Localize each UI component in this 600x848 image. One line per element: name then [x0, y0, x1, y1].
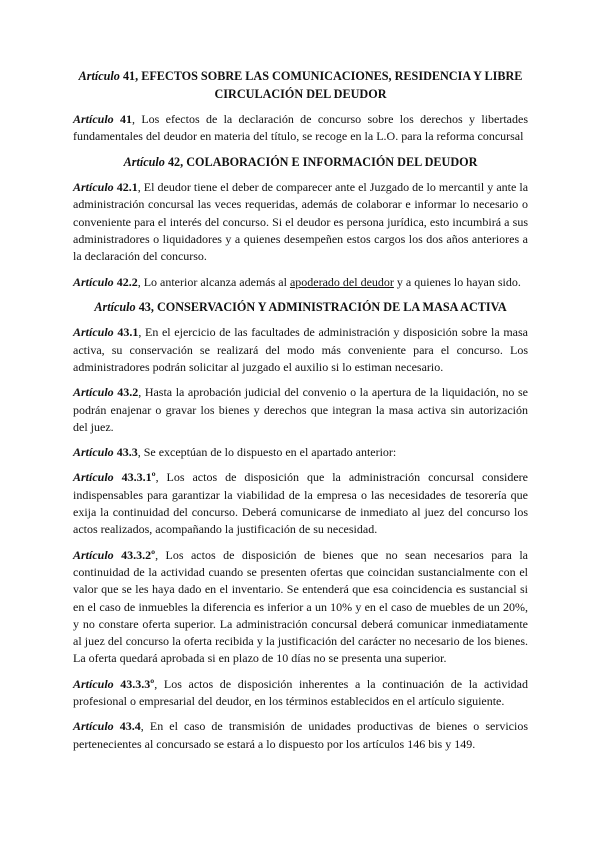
paragraph-articulo-42-2: Artículo 42.2, Lo anterior alcanza además al apoderado del deudor y a quienes lo hayan sido.	[73, 274, 521, 289]
paragraph-articulo-42-1: Artículo 42.1, El deudor tiene el deber de comparecer ante el Juzgado de lo mercantil y ante la administración concursal las veces requeridas, además de colaborar e informar lo necesario o conveniente para el interés del concurso. Si el deudor es persona jurídica, esto incumbirá a sus administradores o liquidadores y a quienes desempeñen estos cargos los dos años anteriores a la declaración del concurso.	[73, 180, 529, 264]
paragraph-articulo-43-3: Artículo 43.3, Se exceptúan de lo dispuesto en el apartado anterior:	[73, 445, 397, 460]
paragraph-articulo-43-2: Artículo 43.2, Hasta la aprobación judicial del convenio o la apertura de la liquidación, no se podrán enajenar o gravar los bienes y derechos que integran la masa activa sin autorización del juez.	[73, 385, 528, 434]
paragraph-articulo-43-4: Artículo 43.4, En el caso de transmisión de unidades productivas de bienes o servicios pertenecientes al concursado se estará a lo dispuesto por los artículos 146 bis y 149.	[73, 719, 529, 751]
paragraph-articulo-41: Artículo 41, Los efectos de la declaración de concurso sobre los derechos y libertades fundamentales del deudor en materia del título, se recoge en la L.O. para la reforma concursal	[73, 112, 529, 144]
heading-articulo-41: Artículo 41, EFECTOS SOBRE LAS COMUNICACIONES, RESIDENCIA Y LIBRE CIRCULACIÓN DEL DEUDOR	[78, 69, 523, 101]
paragraph-articulo-43-1: Artículo 43.1, En el ejercicio de las facultades de administración y disposición sobre la masa activa, su conservación se realizará del modo más conveniente para el concurso. Los administradores podrán solicitar al juzgado el auxilio si lo estiman necesario.	[73, 325, 528, 374]
heading-articulo-42: Artículo 42, COLABORACIÓN E INFORMACIÓN DEL DEUDOR	[123, 154, 478, 169]
link-apoderado-del-deudor[interactable]: apoderado del deudor	[289, 274, 394, 289]
paragraph-articulo-43-3-1: Artículo 43.3.1º, Los actos de disposición que la administración concursal considere indispensables para garantizar la viabilidad de la empresa o las necesidades de tesorería que exija la continuidad del concurso. Deberá comunicarse de inmediato al juez del concurso los actos realizados, acompañando la justificación de su necesidad.	[73, 470, 528, 537]
document-page	[73, 68, 528, 761]
heading-articulo-43: Artículo 43, CONSERVACIÓN Y ADMINISTRACIÓN DE LA MASA ACTIVA	[94, 299, 507, 314]
paragraph-articulo-43-3-2: Artículo 43.3.2º, Los actos de disposición de bienes que no sean necesarios para la continuidad de la actividad cuando se presenten ofertas que coincidan sustancialmente con el valor que se les haya dado en el inventario. Se entenderá que esa coincidencia es sustancial si en el caso de inmuebles la diferencia es inferior a un 10% y en el caso de muebles de un 20%, y no constare oferta superior. La administración concursal deberá comunicar inmediatamente al juez del concurso la oferta recibida y la justificación del carácter no necesario de los bienes. La oferta quedará aprobada si en plazo de 10 días no se presenta una superior.	[73, 547, 528, 666]
paragraph-articulo-43-3-3: Artículo 43.3.3º, Los actos de disposición inherentes a la continuación de la actividad profesional o empresarial del deudor, en los términos establecidos en el artículo siguiente.	[73, 676, 528, 709]
